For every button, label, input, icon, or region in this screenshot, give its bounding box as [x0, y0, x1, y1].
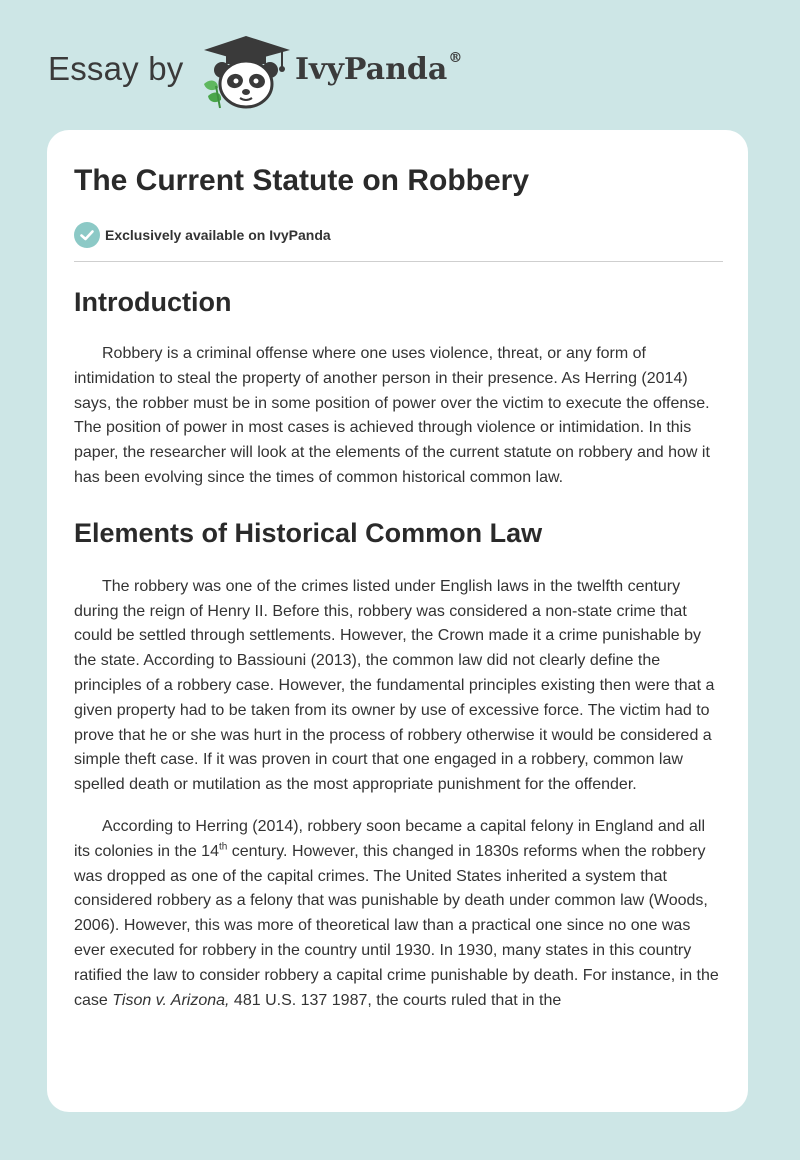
brand-name: IvyPanda — [295, 52, 448, 87]
paragraph: The robbery was one of the crimes listed under English laws in the twelfth century during the reign of Henry II. Before this, robbery was considered a non-state crime that could be settled through settlements. However, the Crown made it a crime punishable by the state. According to Bassiouni (2013), the common law did not clearly define the principles of a robbery case. However, the fundamental principles existing then were that a given property had to be taken from its owner by use of excessive force. The victim had to prove that he or she was hurt in the process of robbery otherwise it would be considered a simple theft case. If it was proven in court that one engaged in a robbery, common law spelled death or mutilation as the most appropriate punishment for the offender. — [74, 577, 715, 794]
ivypanda-brand[interactable] — [295, 52, 462, 87]
essay-content — [74, 282, 724, 1013]
essay-by-label: Essay by — [48, 50, 184, 87]
section-heading-introduction: Introduction — [74, 287, 232, 317]
case-name: Tison v. Arizona, — [112, 991, 230, 1009]
title-divider — [74, 261, 723, 262]
registered-mark: ® — [448, 50, 463, 66]
exclusive-badge — [74, 222, 331, 248]
paragraph-text: 481 U.S. 137 1987, the courts ruled that in the — [229, 991, 562, 1009]
ivypanda-logo-icon[interactable] — [200, 34, 292, 112]
section-heading-elements: Elements of Historical Common Law — [74, 517, 543, 548]
exclusive-badge-label: Exclusively available on IvyPanda — [105, 227, 331, 243]
ordinal-suffix: th — [218, 841, 228, 853]
essay-title: The Current Statute on Robbery — [74, 164, 530, 197]
paragraph-text: According to Herring (2014), robbery soon became a capital felony in England and all its colonies in the 14 — [74, 817, 706, 860]
paragraph-text: century. However, this changed in 1830s reforms when the robbery was dropped as one of the capital crimes. The United States inherited a system that considered robbery as a felony that was punishable by death under common law (Woods, 2006). However, this was more of theoretical law than a practical one since no one was ever executed for robbery in the country until 1930. In 1930, many states in this country ratified the law to consider robbery a capital crime punishable by death. For instance, in the case — [74, 842, 719, 1009]
check-circle-icon — [74, 222, 100, 248]
site-header — [0, 0, 800, 130]
paragraph: Robbery is a criminal offense where one uses violence, threat, or any form of intimidation to steal the property of another person in their presence. As Herring (2014) says, the robber must be in some position of power over the victim to execute the offense. The position of power in most cases is achieved through violence or intimidation. In this paper, the researcher will look at the elements of the current statute on robbery and how it has been evolving since the times of common historical common law. — [74, 345, 710, 486]
essay-card — [47, 130, 748, 1112]
paragraph — [74, 815, 724, 1013]
